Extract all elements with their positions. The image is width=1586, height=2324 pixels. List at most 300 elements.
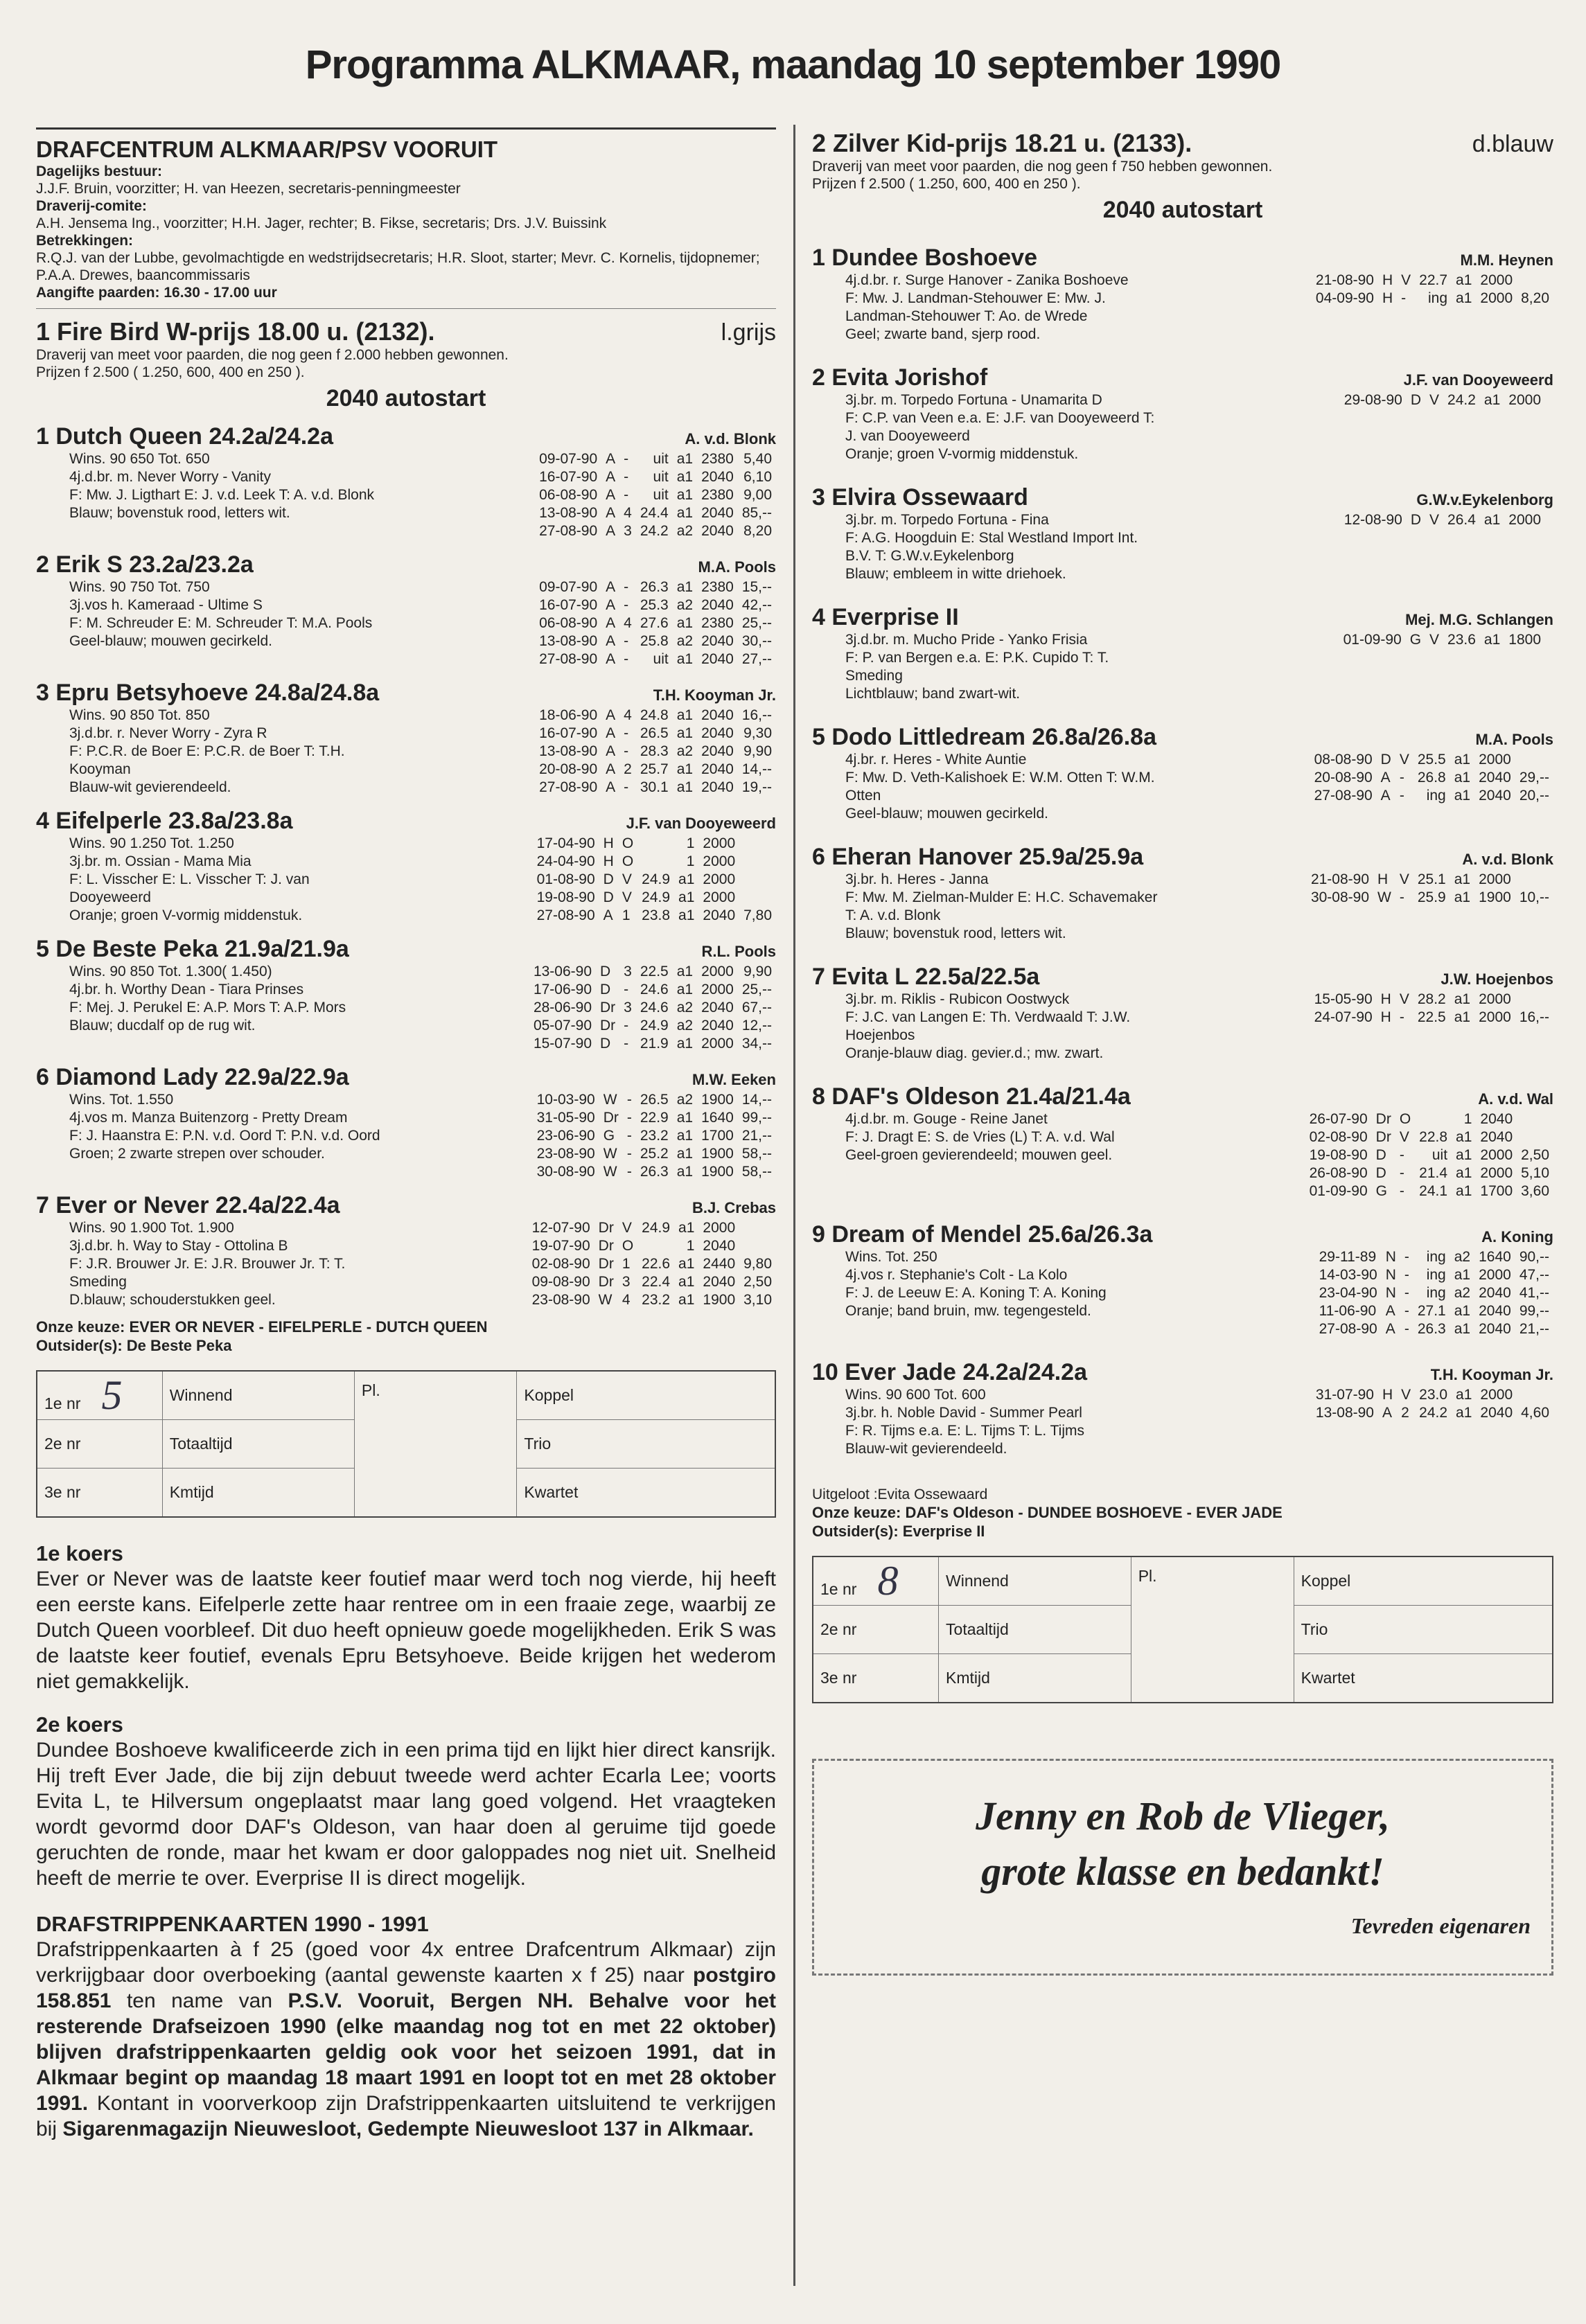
result-cell: W bbox=[603, 1164, 617, 1180]
result-cell: Dr bbox=[598, 1238, 614, 1254]
race1-prizes: Prijzen f 2.500 ( 1.250, 600, 400 en 250 ). bbox=[36, 364, 305, 380]
horse-info-line: Blauw; embleem in witte driehoek. bbox=[845, 566, 1066, 582]
grid-cell bbox=[354, 1420, 517, 1469]
result-cell: 02-08-90 bbox=[531, 1256, 590, 1272]
grid-cell bbox=[354, 1469, 517, 1517]
result-cell: 22.4 bbox=[642, 1274, 671, 1290]
race2-color: d.blauw bbox=[1472, 131, 1553, 157]
result-cell: D bbox=[1375, 1147, 1386, 1163]
horse-name: 4 Everprise II bbox=[812, 604, 959, 630]
result-cell: H bbox=[1380, 1009, 1391, 1025]
result-cell: a2 bbox=[676, 597, 694, 613]
result-cell: 25,-- bbox=[741, 615, 772, 631]
result-cell: 26.5 bbox=[640, 1092, 669, 1108]
horse-results bbox=[535, 707, 776, 797]
result-cell: - bbox=[624, 779, 629, 795]
result-cell: 2000 bbox=[1479, 752, 1511, 768]
strip-bold4: Sigarenmagazijn Nieuwesloot, Gedempte Nieuwesloot 137 in Alkmaar. bbox=[62, 2117, 754, 2140]
result-cell: ing bbox=[1426, 1249, 1446, 1265]
result-row bbox=[535, 504, 776, 522]
horse-body bbox=[36, 1219, 776, 1309]
horse-name: 7 Ever or Never 22.4a/22.4a bbox=[36, 1192, 340, 1218]
horse-info-line: Blauw-wit gevierendeeld. bbox=[845, 1441, 1007, 1457]
horse-name: 5 Dodo Littledream 26.8a/26.8a bbox=[812, 724, 1156, 750]
result-cell: 2040 bbox=[1479, 1285, 1511, 1301]
result-cell: ing bbox=[1426, 1267, 1446, 1283]
horse-info-line: F: J.R. Brouwer Jr. E: J.R. Brouwer Jr. T: T. bbox=[69, 1256, 346, 1272]
result-cell: ing bbox=[1426, 788, 1446, 804]
result-cell: a1 bbox=[676, 761, 694, 777]
horse-entry bbox=[36, 936, 776, 1053]
horse-info-line: F: P. van Bergen e.a. E: P.K. Cupido T: T. bbox=[845, 650, 1109, 666]
result-cell: W bbox=[603, 1092, 617, 1108]
result-cell: a2 bbox=[676, 633, 694, 649]
horse-info-line: 3j.br. m. Ossian - Mama Mia bbox=[69, 853, 252, 869]
result-cell: - bbox=[626, 1110, 632, 1126]
horse-info-line: 4j.vos m. Manza Buitenzorg - Pretty Dream bbox=[69, 1110, 348, 1126]
horse-results bbox=[1315, 1248, 1553, 1338]
horse-info bbox=[812, 751, 1155, 823]
result-cell: 14,-- bbox=[741, 1092, 772, 1108]
horse-info-line: Wins. 90 1.900 Tot. 1.900 bbox=[69, 1220, 234, 1236]
grid-label: Winnend bbox=[162, 1371, 354, 1420]
grid-label: Winnend bbox=[939, 1556, 1131, 1606]
result-cell: a1 bbox=[1456, 1129, 1472, 1145]
horse-header bbox=[812, 724, 1553, 751]
result-cell: 12-08-90 bbox=[1343, 512, 1402, 528]
result-cell: 21.4 bbox=[1419, 1165, 1448, 1181]
result-cell: 22.8 bbox=[1419, 1129, 1448, 1145]
result-cell: a1 bbox=[1454, 889, 1471, 905]
result-cell: 2000 bbox=[1480, 1165, 1513, 1181]
horse-results bbox=[528, 1219, 776, 1309]
ad-line2: grote klasse en bedankt! bbox=[981, 1848, 1384, 1894]
horse-entry bbox=[812, 245, 1553, 344]
result-cell: a1 bbox=[676, 964, 694, 979]
result-cell: 25.5 bbox=[1417, 752, 1446, 768]
horse-info bbox=[812, 511, 1138, 583]
result-cell: 67,-- bbox=[741, 1000, 772, 1015]
horse-body bbox=[36, 835, 776, 925]
divider bbox=[36, 308, 776, 309]
result-cell: 99,-- bbox=[741, 1110, 772, 1126]
result-cell: 9,90 bbox=[743, 964, 772, 979]
result-cell: a2 bbox=[1454, 1285, 1471, 1301]
result-cell: 2000 bbox=[701, 1036, 734, 1052]
result-cell: 16-07-90 bbox=[539, 597, 598, 613]
result-cell: 21,-- bbox=[741, 1128, 772, 1144]
horse-info-line: F: Mej. J. Perukel E: A.P. Mors T: A.P. Mors bbox=[69, 1000, 346, 1015]
result-cell: a1 bbox=[676, 1110, 694, 1126]
result-cell: a2 bbox=[676, 1000, 694, 1015]
result-row bbox=[533, 1163, 776, 1181]
result-row bbox=[529, 981, 776, 999]
result-cell: 27-08-90 bbox=[1314, 788, 1373, 804]
result-cell: - bbox=[624, 487, 629, 503]
results-table bbox=[535, 578, 776, 668]
result-row bbox=[528, 1237, 776, 1255]
result-cell: a1 bbox=[678, 1256, 695, 1272]
result-cell: 28.3 bbox=[640, 743, 669, 759]
result-cell: 25.1 bbox=[1417, 871, 1446, 887]
horse-body bbox=[812, 511, 1553, 583]
result-cell: 24.9 bbox=[642, 1220, 671, 1236]
result-row bbox=[533, 835, 776, 853]
result-row bbox=[529, 963, 776, 981]
result-row bbox=[1305, 1128, 1553, 1146]
result-row bbox=[528, 1273, 776, 1291]
result-cell: A bbox=[606, 505, 616, 521]
strip-title: DRAFSTRIPPENKAARTEN 1990 - 1991 bbox=[36, 1911, 429, 1936]
horse-entry bbox=[36, 551, 776, 668]
result-cell: N bbox=[1385, 1249, 1396, 1265]
horse-header bbox=[36, 551, 776, 578]
result-cell: 01-09-90 bbox=[1309, 1183, 1368, 1199]
result-cell: 2040 bbox=[701, 761, 734, 777]
result-cell: a2 bbox=[1454, 1249, 1471, 1265]
result-cell: D bbox=[603, 889, 614, 905]
horse-results bbox=[1312, 1386, 1553, 1458]
horse-info-line: F: L. Visscher E: L. Visscher T: J. van bbox=[69, 871, 310, 887]
result-cell: 25,-- bbox=[741, 982, 772, 997]
race2-title: 2 Zilver Kid-prijs 18.21 u. (2133). bbox=[812, 129, 1192, 157]
horse-info-line: 3j.d.br. h. Way to Stay - Ottolina B bbox=[69, 1238, 288, 1254]
result-cell: a1 bbox=[676, 1164, 694, 1180]
result-cell: A bbox=[606, 743, 616, 759]
result-cell: a1 bbox=[1483, 392, 1501, 408]
results-table bbox=[1312, 272, 1553, 308]
result-cell: G bbox=[603, 1128, 615, 1144]
horse-entry bbox=[812, 1359, 1553, 1458]
result-cell: V bbox=[1429, 512, 1440, 528]
result-cell: 2000 bbox=[701, 982, 734, 997]
horse-body bbox=[812, 991, 1553, 1063]
horse-header bbox=[36, 680, 776, 707]
horse-entry bbox=[812, 724, 1553, 823]
result-row bbox=[535, 761, 776, 779]
result-row bbox=[529, 1035, 776, 1053]
result-cell: a1 bbox=[676, 487, 694, 503]
result-cell: a2 bbox=[676, 523, 694, 539]
horse-header bbox=[812, 1083, 1553, 1110]
result-row bbox=[533, 1109, 776, 1127]
race2-desc: Draverij van meet voor paarden, die nog geen f 750 hebben gewonnen. bbox=[812, 159, 1273, 175]
result-cell: 2380 bbox=[701, 451, 734, 467]
horse-info-line: Wins. 90 1.250 Tot. 1.250 bbox=[69, 835, 234, 851]
result-cell: 41,-- bbox=[1519, 1285, 1549, 1301]
comment2-text: Dundee Boshoeve kwalificeerde zich in een prima tijd en lijkt hier direct kansrijk. Hij treft Ever Jade, die bij zijn debuut tweede werd achter Ecarla Lee; voorts Evita L, te Hilversum ongeplaatst maar lang goed volgend. Het vraagteken wordt gevormd door DAF's Oldeson, van haar doen al geruime tijd goede geruchten de ronde, maar het kwam er door galoppades nog niet uit. Snelheid heeft de merrie te over. Everprise II is direct mogelijk. bbox=[36, 1738, 776, 1890]
result-cell: A bbox=[1382, 1405, 1392, 1421]
result-cell: - bbox=[624, 579, 629, 595]
horse-name: 5 De Beste Peka 21.9a/21.9a bbox=[36, 936, 349, 962]
result-cell: 8,20 bbox=[1521, 290, 1549, 306]
result-cell: 2040 bbox=[701, 597, 734, 613]
result-cell: 16,-- bbox=[741, 707, 772, 723]
result-cell: a1 bbox=[676, 1128, 694, 1144]
result-cell: 13-08-90 bbox=[539, 633, 598, 649]
result-row bbox=[535, 450, 776, 468]
race1-color: l.grijs bbox=[721, 319, 776, 346]
result-cell: a1 bbox=[1454, 1321, 1471, 1337]
result-cell bbox=[739, 1219, 776, 1237]
strip-bold1: postgiro 158.851 bbox=[36, 1963, 776, 2012]
result-cell: 04-09-90 bbox=[1315, 290, 1374, 306]
horse-results bbox=[535, 450, 776, 540]
result-cell: - bbox=[1404, 1303, 1409, 1319]
result-cell: Dr bbox=[598, 1274, 614, 1290]
horse-info-line: T: A. v.d. Blonk bbox=[845, 907, 941, 923]
result-cell: a1 bbox=[1454, 1009, 1471, 1025]
result-cell: 23-08-90 bbox=[536, 1146, 595, 1162]
horse-info bbox=[812, 1386, 1084, 1458]
result-cell: 1900 bbox=[701, 1164, 734, 1180]
horse-info-line: Geel-groen gevierendeeld; mouwen geel. bbox=[845, 1147, 1113, 1163]
result-cell: 19-07-90 bbox=[531, 1238, 590, 1254]
result-cell: 2000 bbox=[703, 871, 736, 887]
horse-info bbox=[36, 707, 345, 797]
result-cell: 16,-- bbox=[1519, 1009, 1549, 1025]
results-table bbox=[535, 707, 776, 797]
race1-desc: Draverij van meet voor paarden, die nog geen f 2.000 hebben gewonnen. bbox=[36, 347, 509, 363]
result-row bbox=[1305, 1182, 1553, 1200]
result-cell: 2040 bbox=[701, 743, 734, 759]
result-row bbox=[533, 1091, 776, 1109]
org-details bbox=[36, 163, 776, 284]
result-cell: 27-08-90 bbox=[539, 779, 598, 795]
horse-body bbox=[812, 1248, 1553, 1338]
result-cell: 1 bbox=[622, 907, 631, 923]
result-cell: 14,-- bbox=[741, 761, 772, 777]
result-cell: a1 bbox=[678, 1274, 695, 1290]
result-cell: D bbox=[1380, 752, 1391, 768]
result-cell: 2040 bbox=[703, 1238, 736, 1254]
result-cell: 3,60 bbox=[1521, 1183, 1549, 1199]
result-cell: 23.0 bbox=[1419, 1387, 1448, 1403]
result-cell: a2 bbox=[676, 1092, 694, 1108]
result-cell: a1 bbox=[1456, 272, 1472, 288]
horse-info bbox=[812, 871, 1157, 943]
race2-keuze-text: Onze keuze: DAF's Oldeson - DUNDEE BOSHOEVE - EVER JADE bbox=[812, 1504, 1283, 1521]
horse-results bbox=[533, 1091, 776, 1181]
result-cell: 20,-- bbox=[1519, 788, 1549, 804]
grid-label: Kwartet bbox=[517, 1469, 775, 1517]
result-cell: 2040 bbox=[1479, 1321, 1511, 1337]
grid-label: Kwartet bbox=[1294, 1654, 1553, 1703]
result-row bbox=[529, 999, 776, 1017]
result-cell: a1 bbox=[676, 725, 694, 741]
result-cell: uit bbox=[653, 469, 669, 485]
column-divider bbox=[793, 125, 795, 2286]
horse-body bbox=[812, 1386, 1553, 1458]
result-cell: 12,-- bbox=[741, 1018, 772, 1034]
result-cell: 21-08-90 bbox=[1310, 871, 1370, 887]
grid-label: 1e nr bbox=[44, 1394, 81, 1412]
result-cell: 2,50 bbox=[743, 1274, 772, 1290]
result-row bbox=[535, 707, 776, 725]
result-row bbox=[535, 522, 776, 540]
result-cell: A bbox=[606, 579, 616, 595]
grid-label: Trio bbox=[1294, 1606, 1553, 1654]
result-row bbox=[1310, 787, 1553, 805]
result-cell: 2040 bbox=[1480, 1129, 1513, 1145]
result-cell: a1 bbox=[1456, 1183, 1472, 1199]
horse-info-line: F: P.C.R. de Boer E: P.C.R. de Boer T: T.H. bbox=[69, 743, 345, 759]
result-cell: 20-08-90 bbox=[539, 761, 598, 777]
horse-name: 2 Evita Jorishof bbox=[812, 364, 988, 391]
grid-label: 1e nr bbox=[820, 1580, 857, 1598]
result-cell: - bbox=[624, 451, 629, 467]
horse-info bbox=[36, 578, 372, 668]
horse-info-line: Blauw; bovenstuk rood, letters wit. bbox=[845, 925, 1066, 941]
result-cell: 2040 bbox=[1480, 1405, 1513, 1421]
result-cell: G bbox=[1375, 1183, 1387, 1199]
result-cell: 22.9 bbox=[640, 1110, 669, 1126]
result-cell: A bbox=[606, 707, 616, 723]
result-cell: A bbox=[606, 469, 616, 485]
result-row bbox=[528, 1255, 776, 1273]
result-cell: A bbox=[606, 615, 616, 631]
results-table bbox=[1307, 871, 1553, 907]
result-cell bbox=[739, 889, 776, 907]
result-cell: 19-08-90 bbox=[536, 889, 595, 905]
result-cell: 2040 bbox=[701, 651, 734, 667]
horse-info-line: Oranje; band bruin, mw. tegengesteld. bbox=[845, 1303, 1091, 1319]
handwritten-number: 8 bbox=[877, 1558, 899, 1604]
horse-name: 6 Diamond Lady 22.9a/22.9a bbox=[36, 1064, 349, 1090]
horse-info-line: 3j.br. m. Riklis - Rubicon Oostwyck bbox=[845, 991, 1070, 1007]
horse-info-line: 3j.br. m. Torpedo Fortuna - Unamarita D bbox=[845, 392, 1102, 408]
result-row bbox=[1312, 1404, 1553, 1422]
results-table bbox=[535, 450, 776, 540]
result-cell: 2 bbox=[1401, 1405, 1409, 1421]
horse-body bbox=[812, 391, 1553, 463]
result-cell bbox=[1545, 511, 1553, 529]
horse-results bbox=[1312, 272, 1553, 344]
horse-header bbox=[812, 604, 1553, 631]
result-cell: 30-08-90 bbox=[536, 1164, 595, 1180]
result-cell: 3 bbox=[624, 964, 632, 979]
horse-info-line: F: J.C. van Langen E: Th. Verdwaald T: J.W. bbox=[845, 1009, 1131, 1025]
horse-name: 9 Dream of Mendel 25.6a/26.3a bbox=[812, 1221, 1153, 1248]
result-cell: 24-04-90 bbox=[536, 853, 595, 869]
horse-info-line: F: Mw. J. Landman-Stehouwer E: Mw. J. bbox=[845, 290, 1106, 306]
result-cell: 25.7 bbox=[640, 761, 669, 777]
result-cell bbox=[739, 835, 776, 853]
race2-header bbox=[812, 129, 1553, 158]
horse-body bbox=[812, 1110, 1553, 1200]
result-cell bbox=[1517, 1386, 1553, 1404]
result-cell: D bbox=[603, 871, 614, 887]
result-cell: 1 bbox=[1463, 1111, 1472, 1127]
result-row bbox=[1305, 1110, 1553, 1128]
result-cell: A bbox=[606, 779, 616, 795]
grid-label: 3e nr bbox=[37, 1469, 162, 1517]
result-cell: 24-07-90 bbox=[1314, 1009, 1373, 1025]
result-cell: 17-06-90 bbox=[533, 982, 592, 997]
result-cell: uit bbox=[653, 487, 669, 503]
horse-trainer: M.A. Pools bbox=[698, 558, 776, 576]
horse-info-line: 4j.d.br. r. Surge Hanover - Zanika Boshoeve bbox=[845, 272, 1129, 288]
result-cell: 9,90 bbox=[743, 743, 772, 759]
horse-info-line: Smeding bbox=[69, 1274, 127, 1290]
result-cell: - bbox=[1399, 1165, 1404, 1181]
horse-info-line: F: J. Dragt E: S. de Vries (L) T: A. v.d. Wal bbox=[845, 1129, 1115, 1145]
horse-info-line: Wins. Tot. 250 bbox=[845, 1249, 937, 1265]
result-cell: 18-06-90 bbox=[539, 707, 598, 723]
result-cell: a1 bbox=[1454, 752, 1471, 768]
results-table bbox=[1310, 751, 1553, 805]
result-cell: 19-08-90 bbox=[1309, 1147, 1368, 1163]
result-cell: - bbox=[626, 1164, 632, 1180]
horse-header bbox=[812, 484, 1553, 511]
horse-name: 10 Ever Jade 24.2a/24.2a bbox=[812, 1359, 1087, 1385]
result-cell: 2000 bbox=[703, 889, 736, 905]
comment1-title: 1e koers bbox=[36, 1541, 123, 1565]
result-cell bbox=[739, 853, 776, 871]
result-cell: 30.1 bbox=[640, 779, 669, 795]
horse-info-line: F: Mw. D. Veth-Kalishoek E: W.M. Otten T: W.M. bbox=[845, 770, 1155, 786]
result-row bbox=[535, 743, 776, 761]
result-cell: 23-06-90 bbox=[536, 1128, 595, 1144]
result-cell: H bbox=[603, 853, 614, 869]
result-cell: 27.1 bbox=[1417, 1303, 1446, 1319]
horse-info-line: 4j.vos r. Stephanie's Colt - La Kolo bbox=[845, 1267, 1068, 1283]
result-cell: - bbox=[1401, 290, 1407, 306]
horse-entry bbox=[812, 844, 1553, 943]
horse-info-line: Oranje-blauw diag. gevier.d.; mw. zwart. bbox=[845, 1045, 1104, 1061]
result-cell: 2040 bbox=[701, 469, 734, 485]
grid-label: Totaaltijd bbox=[162, 1420, 354, 1469]
result-cell: 1640 bbox=[1479, 1249, 1511, 1265]
result-row bbox=[1315, 1284, 1553, 1302]
result-row bbox=[1340, 391, 1553, 409]
result-cell: - bbox=[1404, 1267, 1409, 1283]
result-cell: 23.2 bbox=[640, 1128, 669, 1144]
horse-header bbox=[36, 936, 776, 963]
horse-info-line: Wins. Tot. 1.550 bbox=[69, 1092, 174, 1108]
result-cell: A bbox=[606, 451, 616, 467]
result-cell: 01-09-90 bbox=[1343, 632, 1402, 648]
result-cell: - bbox=[624, 469, 629, 485]
horse-info-line: 3j.br. h. Heres - Janna bbox=[845, 871, 989, 887]
result-cell: V bbox=[1401, 272, 1411, 288]
result-cell: a1 bbox=[1454, 871, 1471, 887]
horse-name: 2 Erik S 23.2a/23.2a bbox=[36, 551, 254, 578]
result-cell: 29-08-90 bbox=[1343, 392, 1402, 408]
horse-results bbox=[1339, 631, 1553, 703]
horse-info-line: Kooyman bbox=[69, 761, 131, 777]
result-cell: a1 bbox=[678, 889, 695, 905]
result-cell: a1 bbox=[1456, 1147, 1472, 1163]
grid-label: 3e nr bbox=[813, 1654, 939, 1703]
horse-info-line: Landman-Stehouwer T: Ao. de Wrede bbox=[845, 308, 1088, 324]
horse-header bbox=[36, 1192, 776, 1219]
page-title: Programma ALKMAAR, maandag 10 september 1990 bbox=[305, 42, 1281, 87]
grid-label: Kmtijd bbox=[162, 1469, 354, 1517]
result-cell: 1900 bbox=[703, 1292, 736, 1308]
result-cell: D bbox=[600, 982, 611, 997]
horse-info bbox=[812, 1110, 1115, 1200]
result-cell: 85,-- bbox=[741, 505, 772, 521]
result-cell: 90,-- bbox=[1519, 1249, 1549, 1265]
horse-results bbox=[1305, 1110, 1553, 1200]
horse-info-line: 3j.br. m. Torpedo Fortuna - Fina bbox=[845, 512, 1049, 528]
result-cell: 24.9 bbox=[642, 889, 671, 905]
horse-info bbox=[812, 991, 1130, 1063]
horse-name: 6 Eheran Hanover 25.9a/25.9a bbox=[812, 844, 1144, 870]
horse-info-line: 4j.br. h. Worthy Dean - Tiara Prinses bbox=[69, 982, 304, 997]
result-cell: 2040 bbox=[701, 523, 734, 539]
